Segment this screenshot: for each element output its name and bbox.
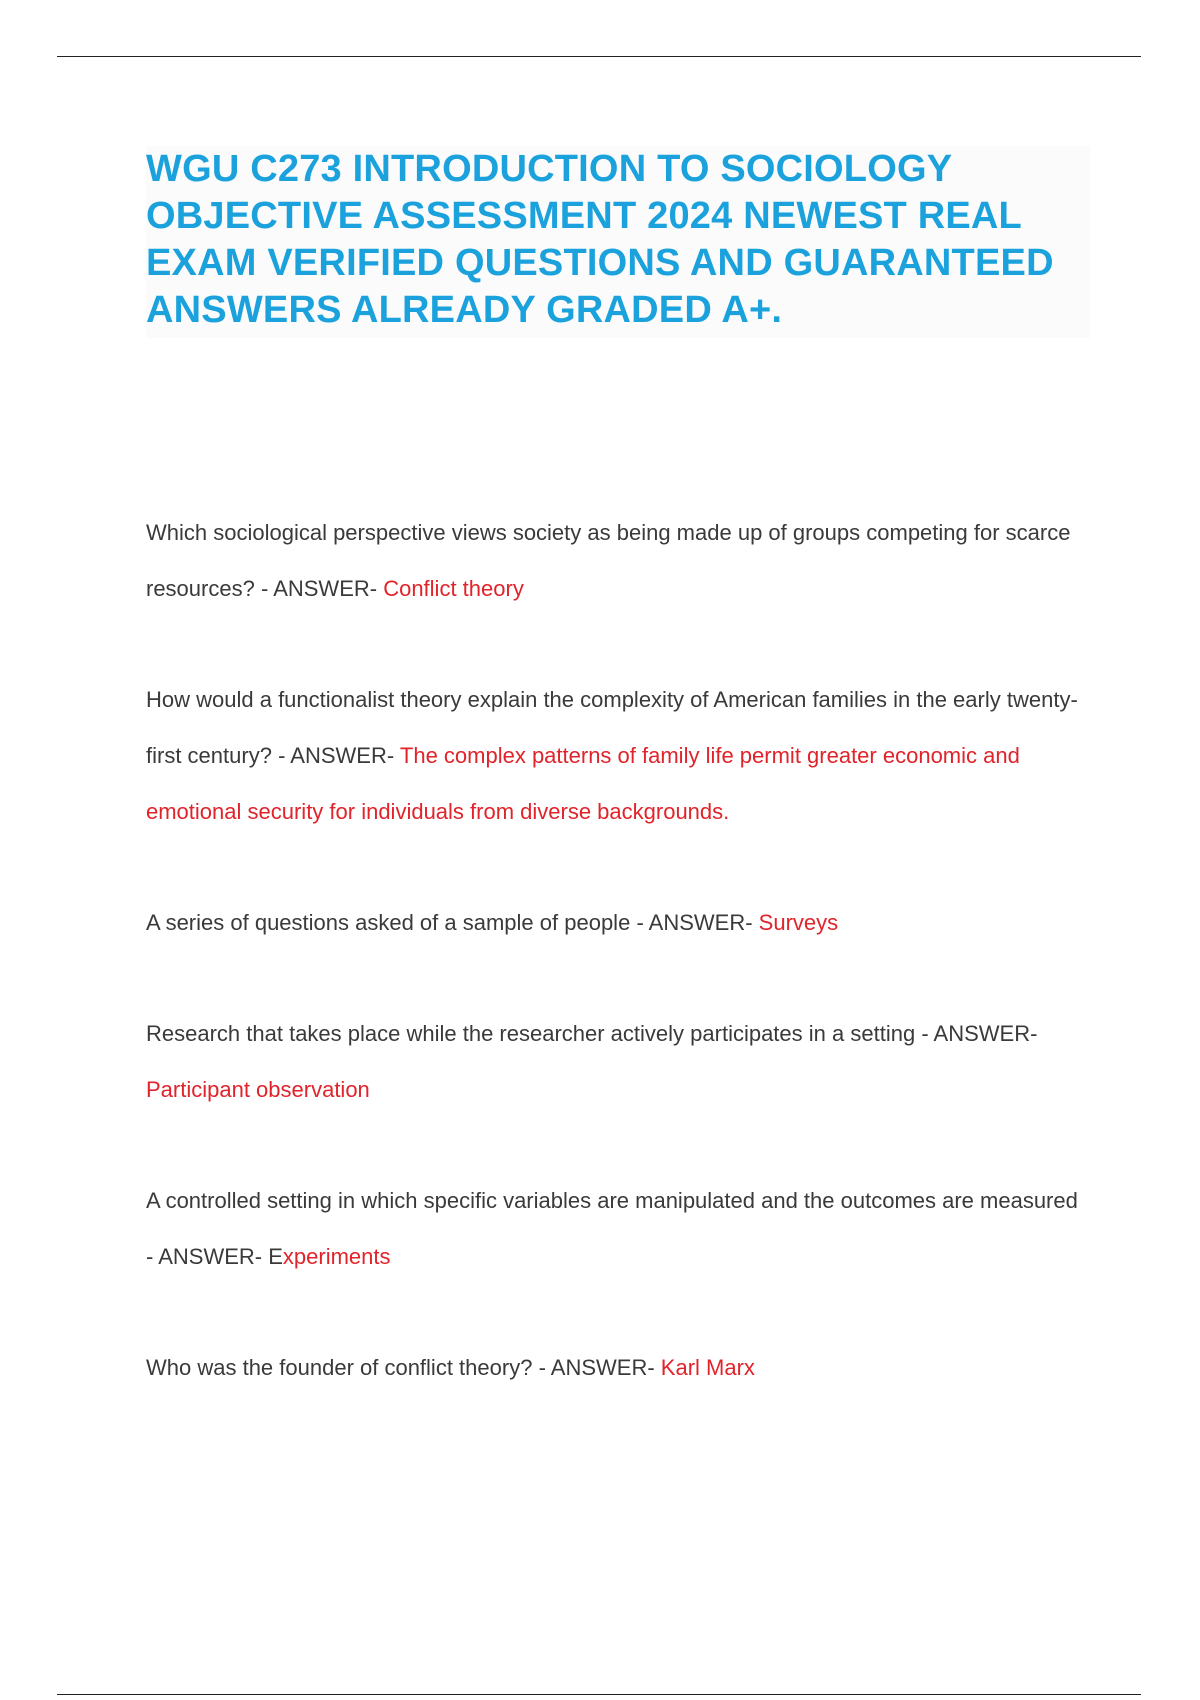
qa-item	[146, 1173, 1086, 1285]
bottom-rule	[57, 1694, 1141, 1695]
qa-item	[146, 672, 1086, 840]
question-text: Which sociological perspective views society as being made up of groups competing for scarce resources?	[146, 520, 1071, 601]
qa-item	[146, 895, 1086, 951]
answer-text: Surveys	[758, 910, 839, 935]
question-text: Who was the founder of conflict theory?	[146, 1355, 533, 1380]
question-text: How would a functionalist theory explain the complexity of American families in the early twenty-first century?	[146, 687, 1078, 768]
answer-label: - ANSWER-	[636, 910, 759, 935]
qa-list	[146, 505, 1096, 1451]
answer-label: - ANSWER-	[921, 1021, 1038, 1046]
answer-prefix: E	[268, 1244, 283, 1269]
answer-label: - ANSWER-	[278, 743, 400, 768]
answer-text: Conflict theory	[383, 576, 524, 601]
answer-text: Participant observation	[146, 1077, 370, 1102]
top-rule	[57, 56, 1141, 57]
qa-item	[146, 1006, 1086, 1118]
title-block	[146, 146, 1090, 338]
answer-label: - ANSWER-	[260, 576, 384, 601]
question-text: A controlled setting in which specific variables are manipulated and the outcomes are measured	[146, 1188, 1078, 1213]
answer-label: - ANSWER-	[146, 1244, 269, 1269]
answer-label: - ANSWER-	[538, 1355, 661, 1380]
qa-item	[146, 505, 1086, 617]
document-title: WGU C273 INTRODUCTION TO SOCIOLOGY OBJECTIVE ASSESSMENT 2024 NEWEST REAL EXAM VERIFIED QUESTIONS AND GUARANTEED ANSWERS ALREADY GRADED A+.	[146, 148, 1054, 331]
answer-text: Karl Marx	[660, 1355, 755, 1380]
answer-text: xperiments	[282, 1244, 391, 1269]
answer-text: The complex patterns of family life permit greater economic and emotional security for individuals from diverse backgrounds.	[146, 743, 1020, 824]
qa-item	[146, 1340, 1086, 1396]
question-text: Research that takes place while the researcher actively participates in a setting	[146, 1021, 916, 1046]
question-text: A series of questions asked of a sample of people	[146, 910, 631, 935]
